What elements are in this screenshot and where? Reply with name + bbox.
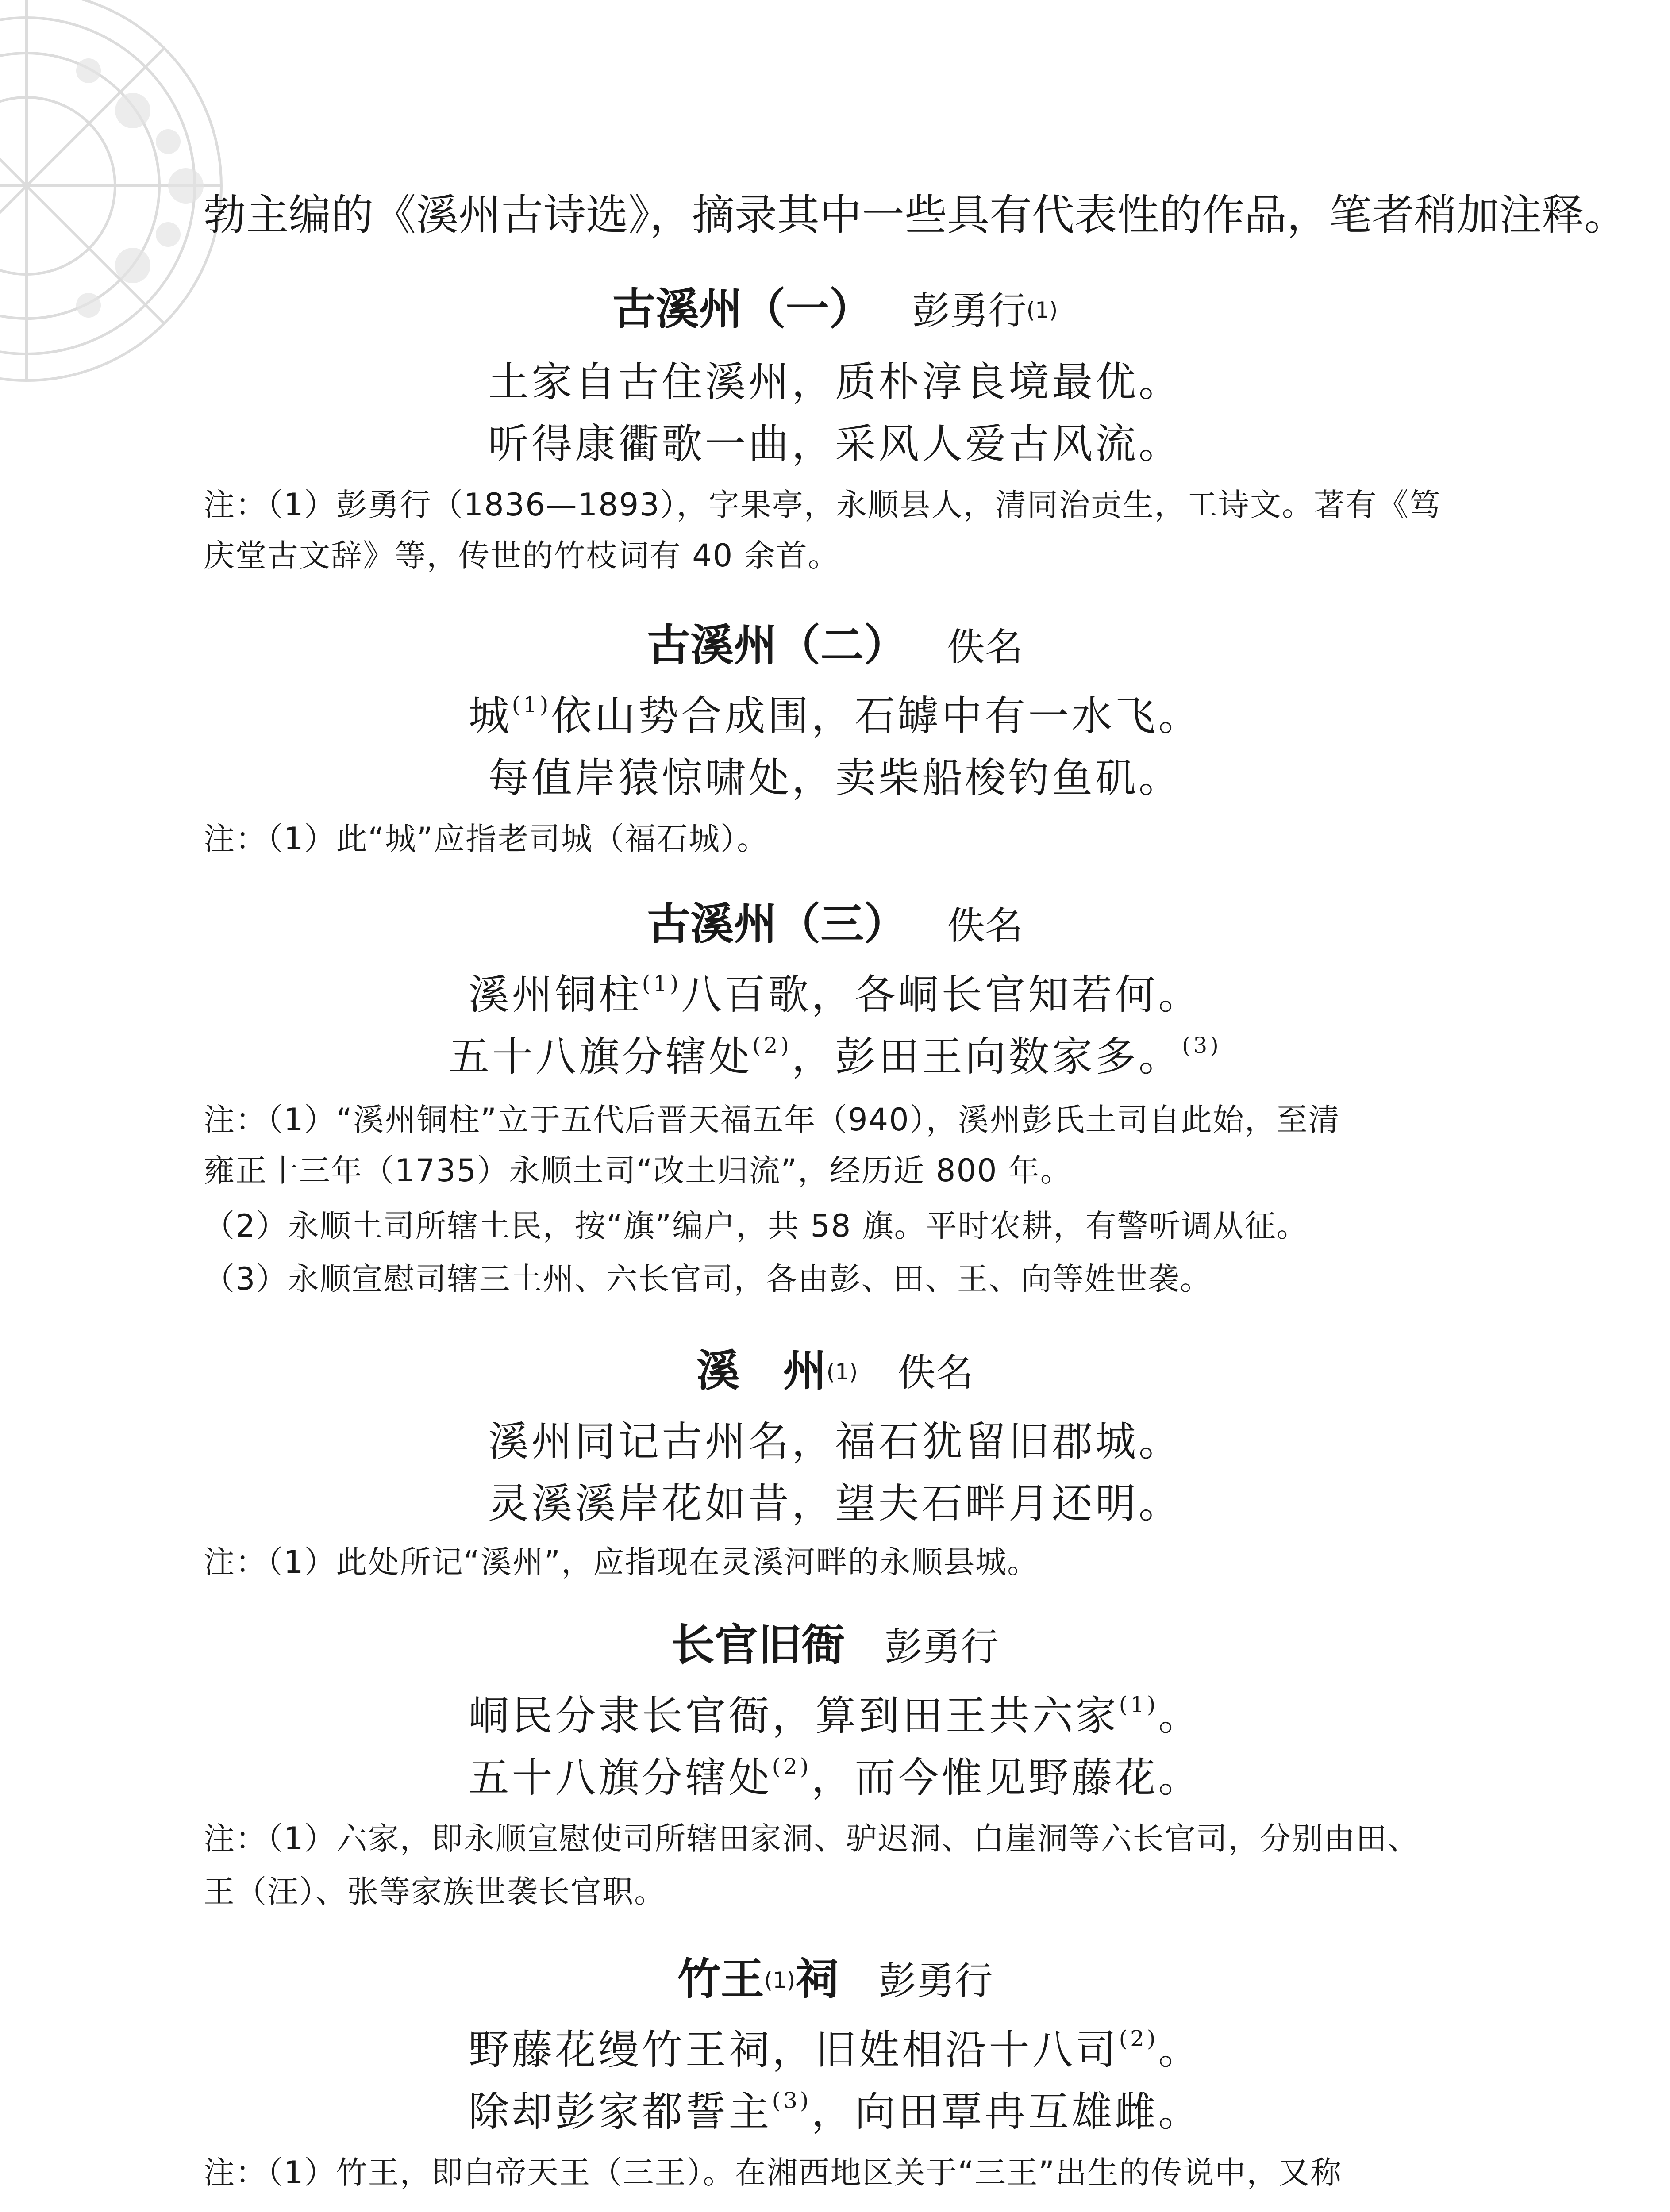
intro-paragraph: 勃主编的《溪州古诗选》，摘录其中一些具有代表性的作品，笔者稍加注释。	[204, 190, 1627, 240]
poem-4-heading	[0, 1336, 1670, 1398]
footnote-marker: (1)	[826, 1359, 858, 1385]
footnote-marker: (2)	[1119, 2026, 1158, 2052]
poem-title: 古溪州（一）	[612, 284, 873, 334]
footnote-marker: (1)	[764, 1967, 796, 1993]
poem-title: 古溪州（二）	[646, 620, 907, 671]
footnote-marker: (1)	[512, 692, 551, 718]
poem-line: 野藤花缦竹王祠，旧姓相沿十八司$^{(2)}$。	[468, 2026, 1202, 2074]
footnote-marker: (3)	[1182, 1033, 1221, 1059]
poem-title: 长官旧衙	[671, 1620, 845, 1671]
poem-line: 五十八旗分辖处$^{(2)}$，彭田王向数家多。$^{(3)}$	[449, 1033, 1221, 1080]
poem-note: 注：（1）此处所记“溪州”，应指现在灵溪河畔的永顺县城。	[204, 1544, 1039, 1580]
poem-author: 彭勇行	[885, 1625, 999, 1669]
poem-note: （2）永顺土司所辖土民，按“旗”编户，共 58 旗。平时农耕，有警听调从征。	[204, 1208, 1308, 1244]
poem-note: 注：（1）“溪州铜柱”立于五代后晋天福五年（940），溪州彭氏土司自此始，至清	[204, 1102, 1340, 1138]
poem-1-heading	[0, 274, 1670, 337]
poem-note: （3）永顺宣慰司辖三土州、六长官司，各由彭、田、王、向等姓世袭。	[204, 1261, 1212, 1297]
poem-note: 王（汪）、张等家族世袭长官职。	[204, 1874, 666, 1910]
footnote-marker: (1)	[642, 971, 681, 997]
poem-line: 土家自古住溪州，质朴淳良境最优。	[488, 358, 1182, 406]
poem-author: 佚名	[947, 625, 1023, 669]
poem-2-heading	[0, 611, 1670, 673]
poem-line: 每值岸猿惊啸处，卖柴船梭钓鱼矶。	[488, 754, 1182, 802]
poem-title-suffix: 祠	[795, 1954, 839, 2005]
poem-line: 溪州同记古州名，福石犹留旧郡城。	[488, 1418, 1182, 1465]
footnote-marker: (1)	[1119, 1692, 1158, 1718]
poem-line: 城$^{(1)}$依山势合成围，石罅中有一水飞。	[468, 692, 1202, 740]
poem-title: 古溪州（三）	[646, 899, 907, 949]
poem-title: 竹王	[677, 1954, 764, 2005]
poem-line: 听得康衢歌一曲，采风人爱古风流。	[488, 420, 1182, 468]
poem-author: 佚名	[897, 1351, 974, 1395]
poem-note: 庆堂古文辞》等，传世的竹枝词有 40 余首。	[204, 538, 840, 574]
poem-note: 注：（1）彭勇行（1836—1893），字果亭，永顺县人，清同治贡生，工诗文。著有《笃	[204, 487, 1441, 523]
poem-6-heading	[0, 1944, 1670, 2007]
poem-line: 灵溪溪岸花如昔，望夫石畔月还明。	[488, 1480, 1182, 1527]
poem-author: 彭勇行	[878, 1959, 993, 2003]
footnote-marker: (2)	[772, 1754, 812, 1780]
poem-note: 注：（1）竹王，即白帝天王（三王）。在湘西地区关于“三王”出生的传说中，又称	[204, 2154, 1343, 2191]
poem-line: 五十八旗分辖处$^{(2)}$，而今惟见野藤花。	[468, 1754, 1202, 1801]
footnote-marker: (3)	[772, 2088, 812, 2114]
poem-line: 除却彭家都誓主$^{(3)}$，向田覃冉互雄雌。	[468, 2088, 1202, 2135]
poem-line: 峒民分隶长官衙，算到田王共六家$^{(1)}$。	[468, 1692, 1202, 1740]
poem-author: 彭勇行	[912, 289, 1027, 333]
poem-5-heading	[0, 1610, 1670, 1673]
poem-title: 溪 州	[696, 1346, 827, 1396]
footnote-marker: (2)	[752, 1033, 792, 1059]
footnote-marker: (1)	[1026, 297, 1058, 323]
poem-note: 注：（1）此“城”应指老司城（福石城）。	[204, 821, 769, 857]
poem-author: 佚名	[947, 904, 1023, 948]
poem-3-heading	[0, 889, 1670, 952]
poem-note: 注：（1）六家，即永顺宣慰使司所辖田家洞、驴迟洞、白崖洞等六长官司，分别由田、	[204, 1820, 1420, 1857]
poem-line: 溪州铜柱$^{(1)}$八百歌，各峒长官知若何。	[468, 971, 1202, 1018]
poem-note: 雍正十三年（1735）永顺土司“改土归流”，经历近 800 年。	[204, 1152, 1072, 1189]
